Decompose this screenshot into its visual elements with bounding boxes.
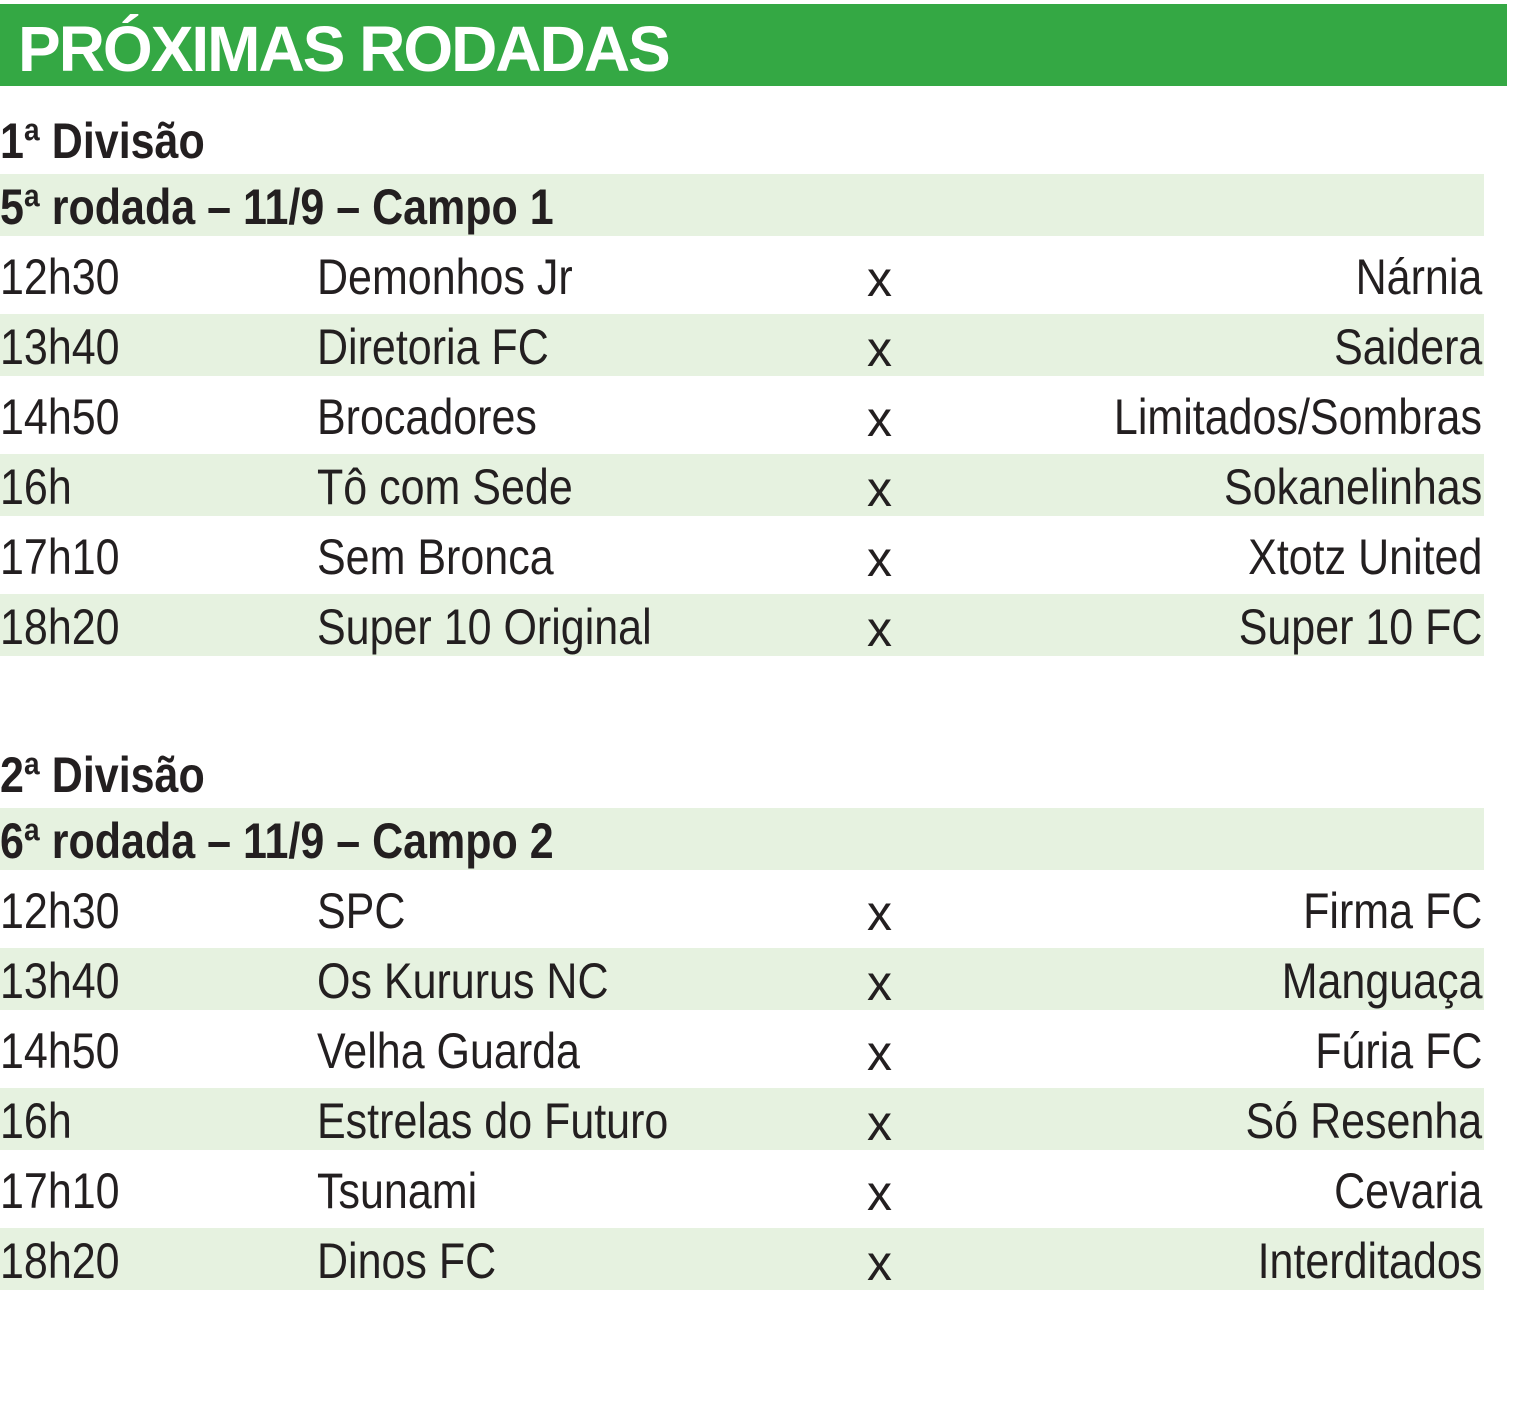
home-team: Demonhos Jr [317,249,573,305]
versus-mark: x [867,885,892,941]
away-team: Cevaria [1333,1163,1482,1219]
away-team: Saidera [1333,319,1482,375]
match-row [0,1088,1484,1150]
match-row [0,384,1484,446]
round-header [0,174,1484,236]
versus-mark: x [867,1165,892,1221]
match-row [0,878,1484,940]
home-team: Super 10 Original [317,599,652,655]
home-team: Sem Bronca [317,529,554,585]
match-time: 13h40 [0,319,120,375]
match-time: 14h50 [0,389,120,445]
header-banner [0,4,1507,86]
match-time: 17h10 [0,529,120,585]
match-row [0,314,1484,376]
versus-mark: x [867,1025,892,1081]
away-team: Firma FC [1302,883,1482,939]
away-team: Interditados [1257,1233,1482,1289]
away-team: Limitados/Sombras [1113,389,1482,445]
away-team: Manguaça [1281,953,1482,1009]
match-row [0,524,1484,586]
away-team: Sokanelinhas [1223,459,1482,515]
match-row [0,948,1484,1010]
versus-mark: x [867,1235,892,1291]
division-1-section [0,104,1484,664]
away-team: Xtotz United [1247,529,1482,585]
match-row [0,454,1484,516]
match-row [0,594,1484,656]
round-header [0,808,1484,870]
versus-mark: x [867,251,892,307]
round-label: 6ª rodada – 11/9 – Campo 2 [0,813,554,869]
match-time: 16h [0,1093,72,1149]
home-team: Brocadores [317,389,537,445]
versus-mark: x [867,391,892,447]
match-row [0,1018,1484,1080]
versus-mark: x [867,461,892,517]
match-row [0,1228,1484,1290]
match-row [0,1158,1484,1220]
away-team: Nárnia [1355,249,1482,305]
versus-mark: x [867,601,892,657]
division-2-section [0,738,1484,1298]
match-time: 12h30 [0,883,120,939]
versus-mark: x [867,531,892,587]
division-title: 1ª Divisão [0,113,205,169]
division-title: 2ª Divisão [0,747,205,803]
home-team: Tô com Sede [317,459,573,515]
home-team: SPC [317,883,406,939]
versus-mark: x [867,1095,892,1151]
home-team: Os Kururus NC [317,953,609,1009]
away-team: Fúria FC [1314,1023,1482,1079]
match-time: 12h30 [0,249,120,305]
versus-mark: x [867,955,892,1011]
page-title: PRÓXIMAS RODADAS [18,13,669,85]
home-team: Diretoria FC [317,319,549,375]
away-team: Só Resenha [1245,1093,1482,1149]
match-row [0,244,1484,306]
home-team: Estrelas do Futuro [317,1093,669,1149]
home-team: Tsunami [317,1163,478,1219]
away-team: Super 10 FC [1238,599,1482,655]
round-label: 5ª rodada – 11/9 – Campo 1 [0,179,554,235]
match-time: 14h50 [0,1023,120,1079]
home-team: Velha Guarda [317,1023,580,1079]
home-team: Dinos FC [317,1233,497,1289]
match-time: 13h40 [0,953,120,1009]
match-time: 17h10 [0,1163,120,1219]
versus-mark: x [867,321,892,377]
match-time: 18h20 [0,1233,120,1289]
match-time: 18h20 [0,599,120,655]
match-time: 16h [0,459,72,515]
